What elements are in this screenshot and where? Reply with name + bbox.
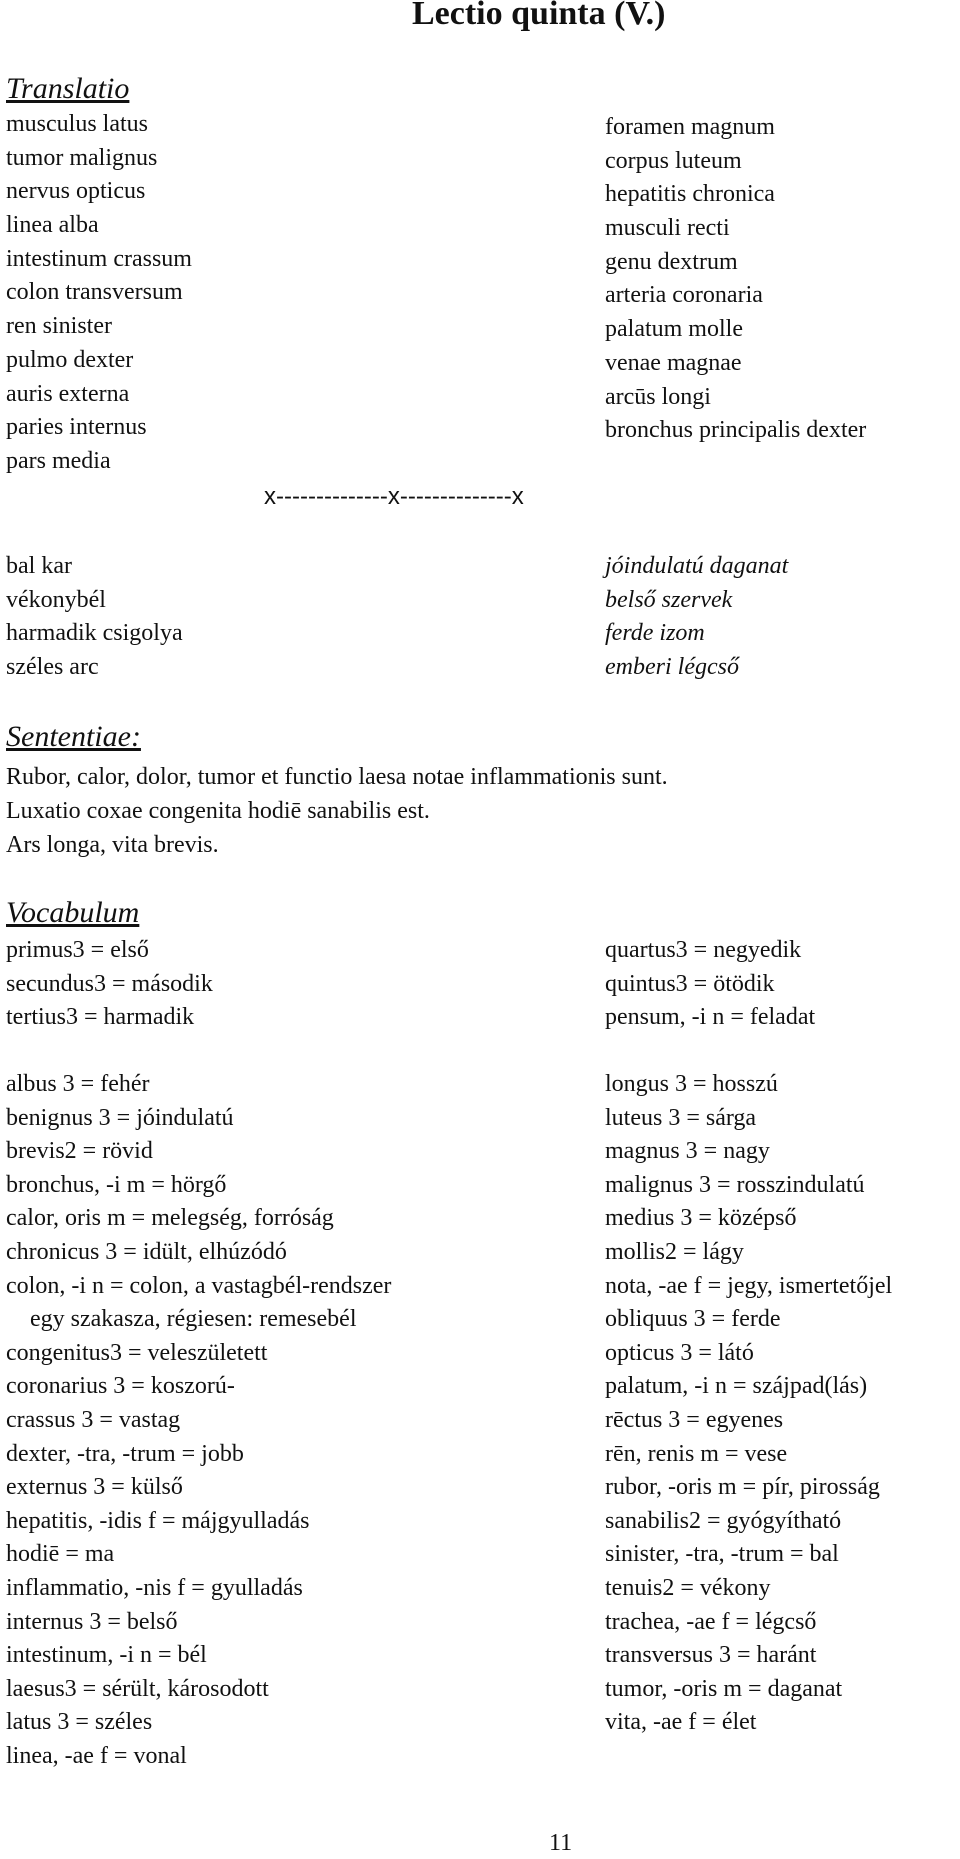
vocabulum-words-left [6, 1068, 391, 1773]
list-item: congenitus3 = veleszületett [6, 1339, 268, 1366]
list-item: intestinum crassum [6, 245, 192, 272]
list-item: széles arc [6, 654, 99, 681]
list-item: tumor malignus [6, 144, 158, 171]
list-item: trachea, -ae f = légcső [605, 1608, 817, 1635]
list-item: musculus latus [6, 111, 148, 137]
list-item: Ars longa, vita brevis. [6, 832, 219, 858]
list-item: colon transversum [6, 279, 183, 306]
list-item: tertius3 = harmadik [6, 1004, 195, 1031]
translatio-left-list [6, 108, 192, 479]
lesson-title: Lectio quinta (V.) [412, 0, 666, 32]
list-item: benignus 3 = jóindulatú [6, 1104, 234, 1131]
vocabulum-words-right [605, 1068, 892, 1740]
translatio-hungarian-right-list [605, 550, 788, 685]
list-item: secundus3 = második [6, 970, 213, 997]
list-item: genu dextrum [605, 248, 738, 275]
list-item: magnus 3 = nagy [605, 1138, 770, 1165]
list-item: internus 3 = belső [6, 1608, 178, 1635]
list-item: primus3 = első [6, 937, 149, 963]
list-item: vita, -ae f = élet [605, 1709, 757, 1736]
list-item: ren sinister [6, 313, 112, 340]
list-item: paries internus [6, 414, 147, 441]
list-item: hodiē = ma [6, 1541, 115, 1568]
list-item: coronarius 3 = koszorú- [6, 1373, 235, 1400]
sententiae-heading: Sententiae: [6, 720, 141, 753]
translatio-right-list [605, 111, 866, 448]
list-item: harmadik csigolya [6, 620, 183, 647]
list-item: jóindulatú daganat [605, 553, 789, 579]
list-item: hepatitis, -idis f = májgyulladás [6, 1507, 310, 1534]
list-item: belső szervek [605, 586, 733, 613]
list-item: nota, -ae f = jegy, ismertetőjel [605, 1272, 893, 1299]
list-item: albus 3 = fehér [6, 1071, 150, 1097]
translatio-hungarian-left-list [6, 550, 183, 685]
list-item: crassus 3 = vastag [6, 1406, 181, 1433]
list-item: tumor, -oris m = daganat [605, 1675, 843, 1702]
list-item: nervus opticus [6, 178, 146, 205]
list-item: venae magnae [605, 349, 742, 376]
list-item: externus 3 = külső [6, 1474, 183, 1501]
list-item: auris externa [6, 380, 130, 407]
list-item: brevis2 = rövid [6, 1138, 153, 1165]
list-item: mollis2 = lágy [605, 1238, 744, 1265]
list-item: pulmo dexter [6, 346, 134, 373]
list-item: longus 3 = hosszú [605, 1071, 778, 1097]
list-item: arteria coronaria [605, 282, 763, 309]
list-item: chronicus 3 = idült, elhúzódó [6, 1238, 287, 1265]
list-item: colon, -i n = colon, a vastagbél-rendszer [6, 1272, 392, 1299]
list-item: pars media [6, 447, 111, 474]
list-item: foramen magnum [605, 114, 775, 140]
list-item: bal kar [6, 553, 72, 579]
list-item: vékonybél [6, 586, 106, 613]
list-item: inflammatio, -nis f = gyulladás [6, 1574, 303, 1601]
list-item: linea, -ae f = vonal [6, 1742, 187, 1769]
list-item: calor, oris m = melegség, forróság [6, 1205, 334, 1232]
list-item: sinister, -tra, -trum = bal [605, 1541, 839, 1568]
list-item: latus 3 = széles [6, 1709, 153, 1736]
list-item: transversus 3 = haránt [605, 1642, 817, 1669]
list-item: arcūs longi [605, 383, 711, 410]
list-item: tenuis2 = vékony [605, 1574, 771, 1601]
list-item: musculi recti [605, 215, 730, 242]
list-item: luteus 3 = sárga [605, 1104, 757, 1131]
list-item: Luxatio coxae congenita hodiē sanabilis est. [6, 798, 430, 824]
vocabulum-numerals-right [605, 934, 815, 1035]
list-item: pensum, -i n = feladat [605, 1004, 816, 1031]
list-item: palatum molle [605, 316, 743, 343]
list-item: egy szakasza, régiesen: remesebél [30, 1306, 357, 1333]
list-item: hepatitis chronica [605, 181, 775, 208]
list-item: sanabilis2 = gyógyítható [605, 1507, 842, 1534]
list-item: quintus3 = ötödik [605, 970, 775, 997]
list-item: bronchus principalis dexter [605, 417, 867, 444]
vocabulum-heading: Vocabulum [6, 896, 140, 929]
list-item: rubor, -oris m = pír, pirosság [605, 1474, 880, 1501]
list-item: intestinum, -i n = bél [6, 1642, 207, 1669]
list-item: ferde izom [605, 620, 705, 647]
list-item: corpus luteum [605, 147, 742, 174]
section-separator: x--------------x--------------x [264, 483, 524, 510]
list-item: dexter, -tra, -trum = jobb [6, 1440, 244, 1467]
vocabulum-numerals-left [6, 934, 213, 1035]
list-item: opticus 3 = látó [605, 1339, 754, 1366]
list-item: Rubor, calor, dolor, tumor et functio laesa notae inflammationis sunt. [6, 764, 668, 790]
list-item: malignus 3 = rosszindulatú [605, 1171, 865, 1198]
page-number: 11 [549, 1830, 573, 1856]
sententiae-list [6, 760, 668, 862]
list-item: palatum, -i n = szájpad(lás) [605, 1373, 868, 1400]
list-item: emberi légcső [605, 654, 739, 681]
list-item: laesus3 = sérült, károsodott [6, 1675, 269, 1702]
list-item: rēctus 3 = egyenes [605, 1406, 784, 1433]
list-item: rēn, renis m = vese [605, 1440, 788, 1467]
translatio-heading: Translatio [6, 72, 130, 105]
list-item: quartus3 = negyedik [605, 937, 802, 963]
list-item: bronchus, -i m = hörgő [6, 1171, 227, 1198]
list-item: obliquus 3 = ferde [605, 1306, 781, 1333]
list-item: linea alba [6, 212, 99, 239]
list-item: medius 3 = középső [605, 1205, 797, 1232]
